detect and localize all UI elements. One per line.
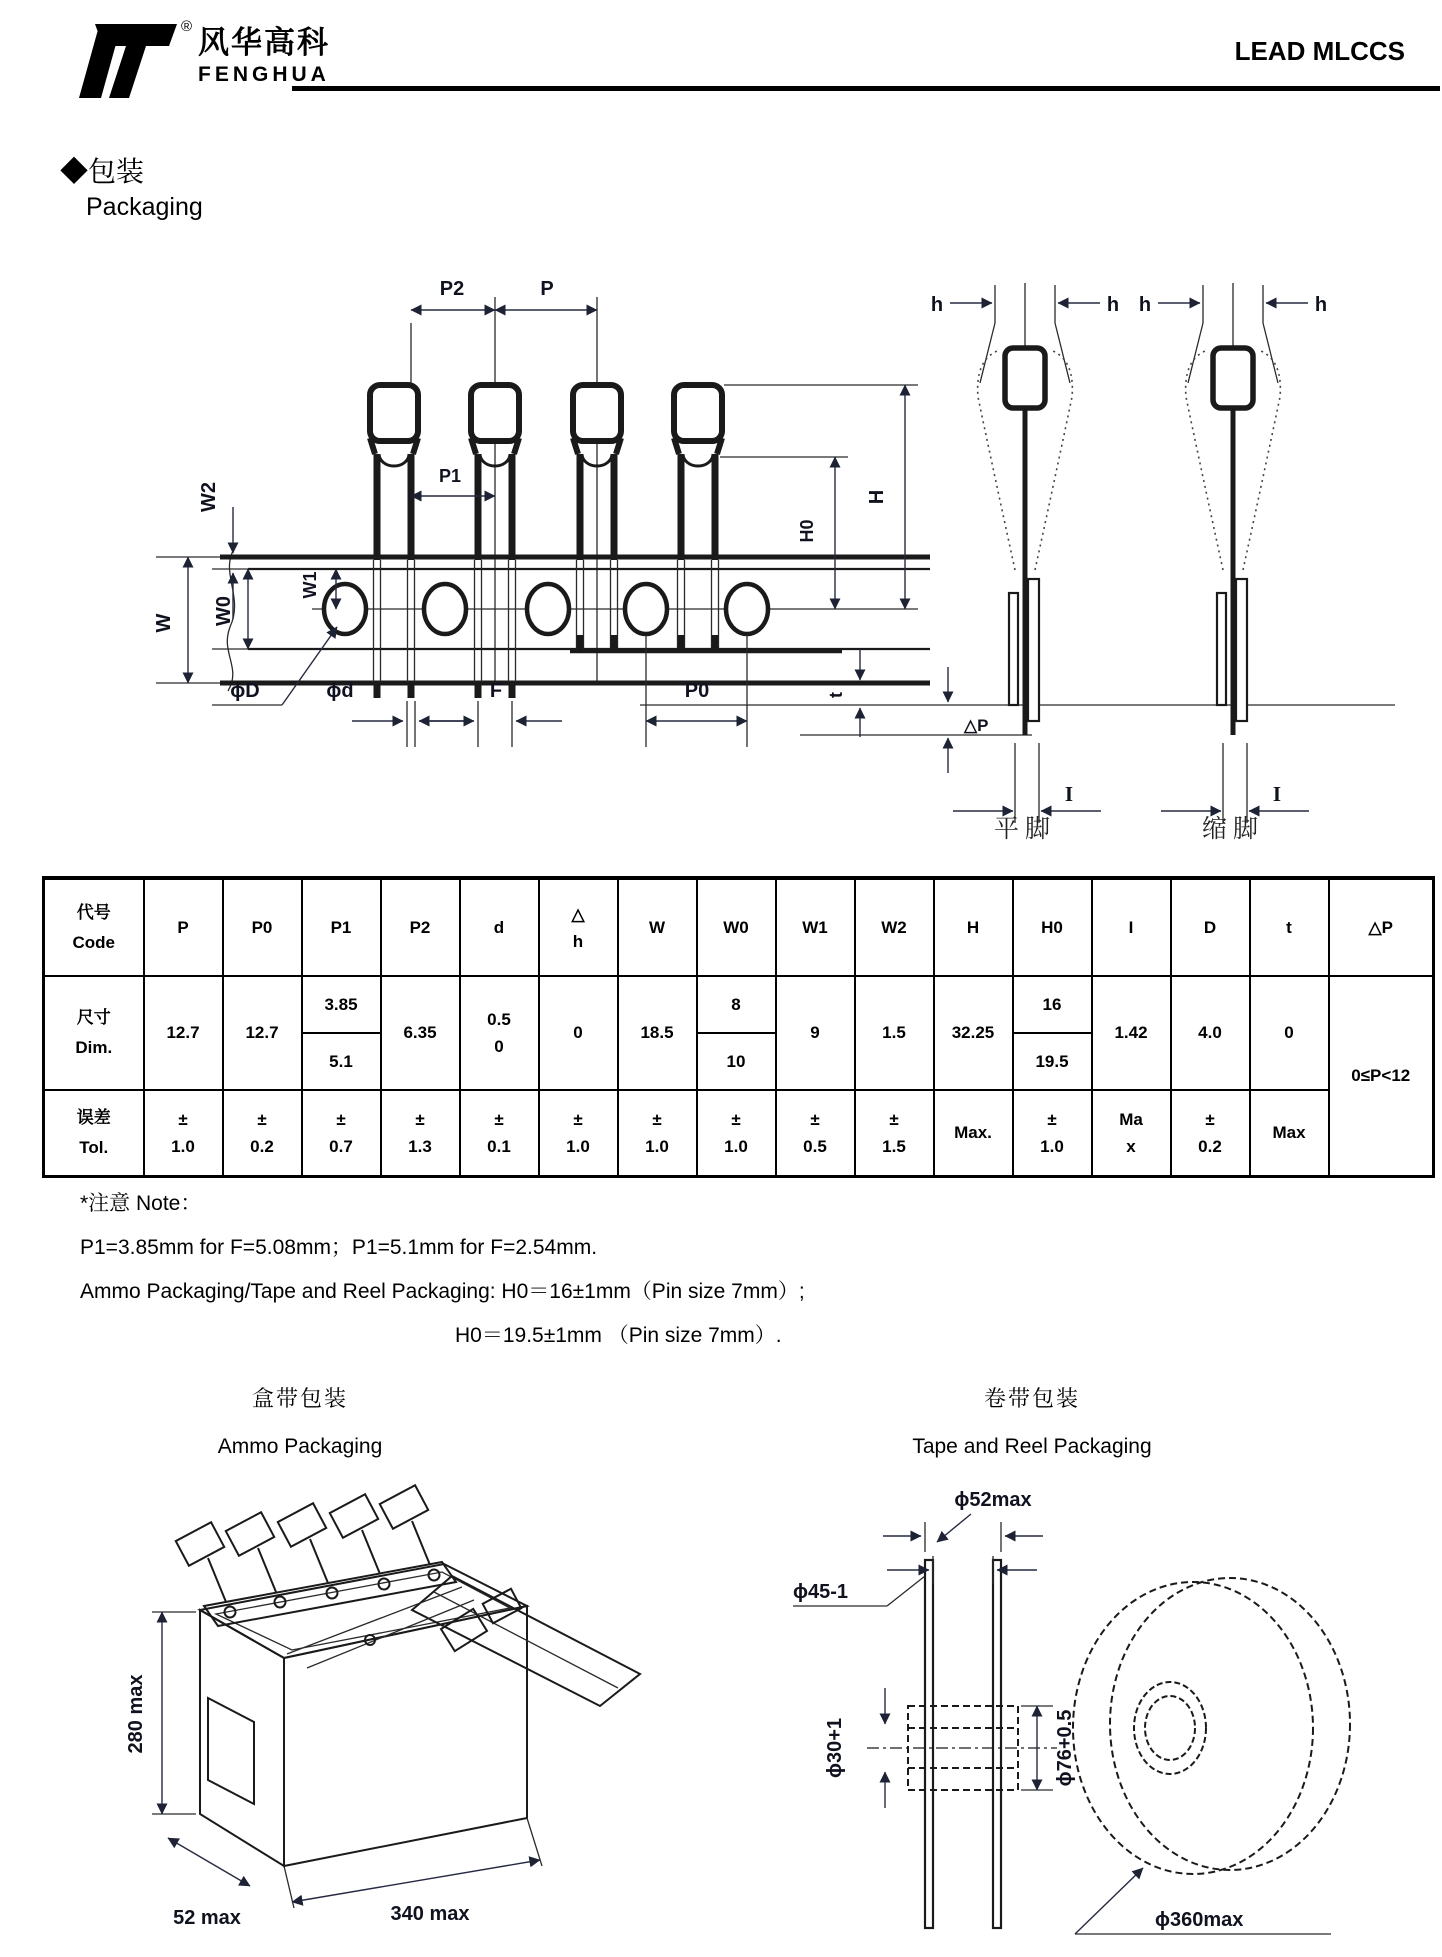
dim-w0 <box>697 976 776 1090</box>
registered-mark: ® <box>181 18 193 35</box>
tol-w-value: 1.0 <box>645 1136 669 1156</box>
header-h0: H0 <box>1013 878 1092 976</box>
t-dim-label: t <box>826 692 846 698</box>
ammo-caption <box>140 1382 460 1459</box>
header-p: P <box>144 878 223 976</box>
tol-h-max: Max. <box>934 1090 1013 1176</box>
dim-h0-bottom: 19.5 <box>1035 1051 1069 1071</box>
tol-t-max: Max <box>1250 1090 1329 1176</box>
dim-w0-top: 8 <box>698 977 775 1034</box>
reel-d52-label: ϕ52max <box>954 1489 1032 1511</box>
dim-w1: 9 <box>776 976 855 1090</box>
header-d: d <box>460 878 539 976</box>
tol-w1-value: 0.5 <box>803 1136 827 1156</box>
w1-dim-label: W1 <box>300 571 320 599</box>
p0-dim-label: P0 <box>684 680 710 702</box>
h-total-dim-label: H <box>866 489 888 505</box>
pm-sign: ± <box>573 1109 583 1129</box>
tol-p0 <box>223 1090 302 1176</box>
pm-sign: ± <box>336 1109 346 1129</box>
reel-caption-en: Tape and Reel Packaging <box>912 1435 1152 1458</box>
pm-sign: ± <box>415 1109 425 1129</box>
tol-p-value: 1.0 <box>171 1136 195 1156</box>
pm-sign: ± <box>494 1109 504 1129</box>
note-line1: P1=3.85mm for F=5.08mm；P1=5.1mm for F=2.54mm. <box>80 1236 598 1259</box>
pm-sign: ± <box>889 1109 899 1129</box>
header-w2: W2 <box>855 878 934 976</box>
document-title: LEAD MLCCS <box>1234 36 1405 66</box>
tol-w2 <box>855 1090 934 1176</box>
dim-t: 0 <box>1250 976 1329 1090</box>
tol-w1 <box>776 1090 855 1176</box>
tol-row-label <box>44 1090 144 1176</box>
dim-p0: 12.7 <box>223 976 302 1090</box>
reel-d360-label: ϕ360max <box>1155 1909 1244 1931</box>
dim-p: 12.7 <box>144 976 223 1090</box>
w-dim-label: W <box>153 613 175 633</box>
header-delta-p: △P <box>1329 878 1434 976</box>
note-line2: Ammo Packaging/Tape and Reel Packaging: H0＝16±1mm（Pin size 7mm）; <box>80 1280 805 1303</box>
tol-i-line2: x <box>1126 1136 1136 1156</box>
tol-h0 <box>1013 1090 1092 1176</box>
flat-lead-label: 平脚 <box>993 816 1057 843</box>
tol-w0-value: 1.0 <box>724 1136 748 1156</box>
brand-name-en: FENGHUA <box>198 63 330 86</box>
ammo-height-label: 280 max <box>125 1674 147 1754</box>
p-dim-label: P <box>540 278 554 300</box>
tol-label-cn: 误差 <box>76 1107 111 1127</box>
dim-d-line1: 0.5 <box>487 1010 511 1029</box>
tape-packaging-diagram: h h I P2 P P1 W W0 W2 W1 H0 H t △P ϕD ϕd F P0 平脚 缩脚 <box>100 235 1442 855</box>
f-dim-label: F <box>489 680 503 702</box>
pm-sign: ± <box>1047 1109 1057 1129</box>
pm-sign: ± <box>178 1109 188 1129</box>
thickness-dimensions <box>860 649 948 773</box>
ammo-caption-cn: 盒带包装 <box>251 1386 348 1411</box>
header-delta-h <box>539 878 618 976</box>
reel-d76-label: ϕ76+0.5 <box>1054 1709 1076 1787</box>
ammo-packaging-diagram <box>112 1492 652 1952</box>
crimped-lead-side-view <box>1139 283 1327 823</box>
reel-d30-label: ϕ30+1 <box>824 1717 846 1779</box>
note-title: *注意 Note： <box>80 1192 202 1215</box>
header-p2: P2 <box>381 878 460 976</box>
tol-d <box>460 1090 539 1176</box>
pm-sign: ± <box>810 1109 820 1129</box>
phi-d-hole-label: ϕD <box>230 680 260 702</box>
tol-delta-h <box>539 1090 618 1176</box>
header-w: W <box>618 878 697 976</box>
header-code <box>44 878 144 976</box>
dim-w2: 1.5 <box>855 976 934 1090</box>
tol-dh-value: 1.0 <box>566 1136 590 1156</box>
tol-w <box>618 1090 697 1176</box>
fenghua-logo-icon <box>75 20 185 100</box>
dim-p1 <box>302 976 381 1090</box>
pm-sign: ± <box>1205 1109 1215 1129</box>
crimped-lead-label: 缩脚 <box>1201 816 1265 843</box>
ammo-caption-en: Ammo Packaging <box>217 1435 383 1458</box>
ammo-box <box>200 1564 640 1866</box>
dim-d <box>460 976 539 1090</box>
ammo-dimensions <box>152 1612 542 1908</box>
tol-i-line1: Ma <box>1119 1109 1143 1129</box>
flat-lead-side-view <box>931 283 1119 823</box>
tol-h0-value: 1.0 <box>1040 1136 1064 1156</box>
reel-caption-cn: 卷带包装 <box>983 1386 1080 1411</box>
dim-p2: 6.35 <box>381 976 460 1090</box>
dim-p1-bottom: 5.1 <box>329 1051 353 1071</box>
header-i: I <box>1092 878 1171 976</box>
section-title-en: Packaging <box>86 193 203 221</box>
dim-label-en: Dim. <box>75 1038 113 1057</box>
dim-dd: 4.0 <box>1171 976 1250 1090</box>
brand-name-cn: 风华高科 <box>198 25 330 60</box>
tol-p1 <box>302 1090 381 1176</box>
ammo-depth-label: 52 max <box>173 1907 241 1929</box>
dim-row-label <box>44 976 144 1090</box>
deltap-dim-label: △P <box>964 716 989 735</box>
notes-block <box>80 1182 805 1358</box>
pm-sign: ± <box>731 1109 741 1129</box>
dim-label-cn: 尺寸 <box>76 1008 111 1027</box>
tol-dd <box>1171 1090 1250 1176</box>
tol-p2 <box>381 1090 460 1176</box>
dim-i: 1.42 <box>1092 976 1171 1090</box>
header-dd: D <box>1171 878 1250 976</box>
dim-h0 <box>1013 976 1092 1090</box>
section-title-cn: ◆包装 <box>60 156 145 187</box>
reel-side-view <box>867 1560 1057 1928</box>
header-code-cn: 代号 <box>76 902 111 922</box>
header-rule <box>292 86 1440 91</box>
header-delta-h-letter: h <box>572 931 584 951</box>
p1-dim-label: P1 <box>438 466 462 486</box>
reel-d45-label: ϕ45-1 <box>793 1581 849 1603</box>
w0-dim-label: W0 <box>213 596 235 626</box>
header-p1: P1 <box>302 878 381 976</box>
reel-front-view <box>1073 1578 1350 1934</box>
dim-delta-h: 0 <box>539 976 618 1090</box>
dim-w: 18.5 <box>618 976 697 1090</box>
pm-sign: ± <box>257 1109 267 1129</box>
header-w0: W0 <box>697 878 776 976</box>
dimension-table-wrap <box>42 876 1435 1178</box>
dimension-table <box>42 876 1435 1178</box>
ammo-width-label: 340 max <box>390 1903 470 1925</box>
p2-dim-label: P2 <box>439 278 465 300</box>
pm-sign: ± <box>652 1109 662 1129</box>
header-h: H <box>934 878 1013 976</box>
note-line3: H0＝19.5±1mm （Pin size 7mm）. <box>455 1324 782 1347</box>
reel-packaging-diagram <box>775 1482 1395 1952</box>
header-w1: W1 <box>776 878 855 976</box>
phi-d-lead-label: ϕd <box>326 680 354 702</box>
tol-p <box>144 1090 223 1176</box>
h0-dim-label: H0 <box>797 519 817 543</box>
tol-w0 <box>697 1090 776 1176</box>
reel-caption <box>852 1382 1212 1459</box>
header-t: t <box>1250 878 1329 976</box>
tol-p2-value: 1.3 <box>408 1136 432 1156</box>
header-code-en: Code <box>72 932 115 952</box>
header-delta: △ <box>571 904 585 924</box>
tol-p1-value: 0.7 <box>329 1136 353 1156</box>
tol-dd-value: 0.2 <box>1198 1136 1222 1156</box>
tol-d-value: 0.1 <box>487 1136 511 1156</box>
tol-label-en: Tol. <box>79 1137 109 1157</box>
header-p0: P0 <box>223 878 302 976</box>
dim-h0-top: 16 <box>1014 977 1091 1034</box>
dim-d-line2: 0 <box>494 1037 504 1056</box>
dim-h: 32.25 <box>934 976 1013 1090</box>
dim-w0-bottom: 10 <box>726 1051 746 1071</box>
w2-dim-label: W2 <box>198 482 220 512</box>
tol-i-max <box>1092 1090 1171 1176</box>
dim-p1-top: 3.85 <box>303 977 380 1034</box>
tol-w2-value: 1.5 <box>882 1136 906 1156</box>
tol-p0-value: 0.2 <box>250 1136 274 1156</box>
dim-delta-p-range: 0≤P<12 <box>1329 976 1434 1176</box>
